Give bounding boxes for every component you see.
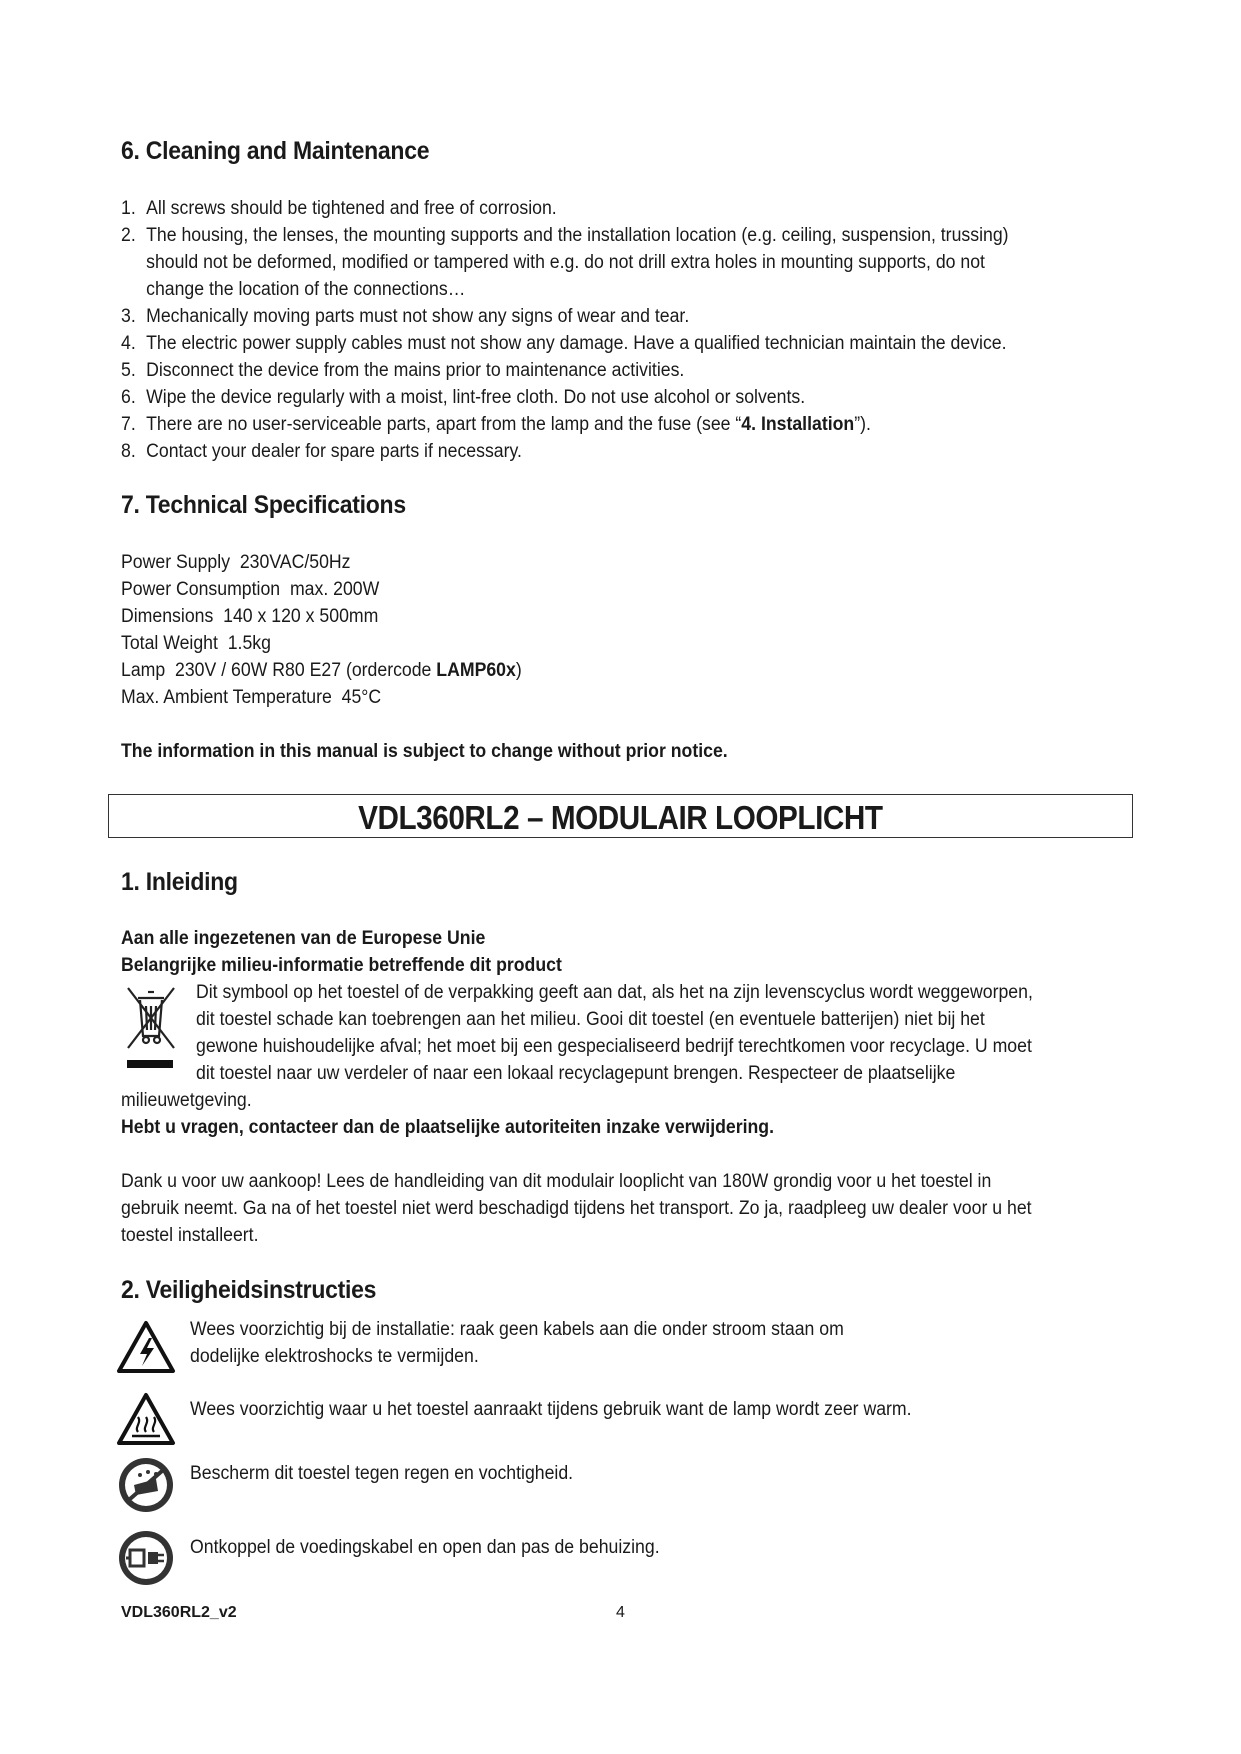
page-number: 4: [616, 1604, 625, 1621]
spec-row: Lamp 230V / 60W R80 E27 (ordercode LAMP60x): [121, 660, 522, 681]
list-item: 6. Wipe the device regularly with a moist, lint-free cloth. Do not use alcohol or solvents.: [121, 387, 806, 408]
lamp-ordercode: LAMP60x: [436, 660, 516, 681]
footer-doc-code: VDL360RL2_v2: [121, 1604, 237, 1621]
spec-row: Power Supply 230VAC/50Hz: [121, 552, 351, 573]
safety-text-3: Bescherm dit toestel tegen regen en vochtigheid.: [190, 1463, 574, 1484]
weee-bin-icon: [124, 984, 178, 1076]
safety-text-4: Ontkoppel de voedingskabel en open dan pas de behuizing.: [190, 1537, 660, 1558]
list-item: 7. There are no user-serviceable parts, apart from the lamp and the fuse (see “4. Installation”).: [121, 414, 871, 435]
change-notice: The information in this manual is subject to change without prior notice.: [121, 741, 728, 762]
installation-reference: 4. Installation: [741, 414, 855, 435]
list-item: 8. Contact your dealer for spare parts if necessary.: [121, 441, 522, 462]
spec-row: Dimensions 140 x 120 x 500mm: [121, 606, 379, 627]
safety-text-1: Wees voorzichtig bij de installatie: raak geen kabels aan die onder stroom staan om dodelijke elektroshocks te vermijden.: [190, 1319, 844, 1367]
eu-heading: Aan alle ingezetenen van de Europese Unie: [121, 928, 486, 949]
list-item: 5. Disconnect the device from the mains prior to maintenance activities.: [121, 360, 685, 381]
electric-shock-warning-icon: [116, 1320, 176, 1374]
thanks-paragraph: Dank u voor uw aankoop! Lees de handleiding van dit modulair looplicht van 180W grondig voor u het toestel in gebruik neemt. Ga na of het toestel niet werd beschadigd tijdens het transport. Zo ja, raadpleeg uw dealer voor u het toestel installeert.: [121, 1171, 1032, 1246]
safety-heading: 2. Veiligheidsinstructies: [121, 1276, 377, 1304]
weee-text: Dit symbool op het toestel of de verpakking geeft aan dat, als het na zijn levenscyclus wordt weggeworpen, dit toestel schade kan toebrengen aan het milieu. Gooi dit toestel (en eventuele batterijen) niet bij het gewone huishoudelijke afval; het moet bij een gespecialiseerd bedrijf terechtkomen voor recyclage. U moet dit toestel naar uw verdeler of naar een lokaal recyclagepunt brengen. Respecteer de plaatselijke: [196, 982, 1033, 1084]
hot-surface-warning-icon: [116, 1392, 176, 1446]
list-item: 1. All screws should be tightened and free of corrosion.: [121, 198, 557, 219]
list-item: 3. Mechanically moving parts must not show any signs of wear and tear.: [121, 306, 690, 327]
section-banner: [108, 794, 1133, 838]
cleaning-list: [121, 195, 1009, 465]
spec-row: Max. Ambient Temperature 45°C: [121, 687, 382, 708]
env-heading: Belangrijke milieu-informatie betreffende dit product: [121, 955, 562, 976]
cleaning-heading: 6. Cleaning and Maintenance: [121, 137, 430, 165]
specs-heading: 7. Technical Specifications: [121, 491, 406, 519]
questions-text: Hebt u vragen, contacteer dan de plaatselijke autoriteiten inzake verwijdering.: [121, 1117, 775, 1138]
specs-table: [121, 549, 522, 711]
safety-text-2: Wees voorzichtig waar u het toestel aanraakt tijdens gebruik want de lamp wordt zeer warm.: [190, 1399, 912, 1420]
list-item: 2. The housing, the lenses, the mounting supports and the installation location (e.g. ceiling, suspension, trussing) should not be deformed, modified or tampered with e.g. do not drill extra holes in mounting supports, do not change the location of the connections…: [121, 225, 1009, 300]
spec-row: Total Weight 1.5kg: [121, 633, 271, 654]
unplug-before-opening-icon: [116, 1528, 176, 1588]
spec-row: Power Consumption max. 200W: [121, 579, 380, 600]
weee-text-last: milieuwetgeving.: [121, 1090, 252, 1111]
banner-title: VDL360RL2 – MODULAIR LOOPLICHT: [358, 799, 883, 836]
protect-from-rain-icon: [116, 1455, 176, 1515]
intro-heading: 1. Inleiding: [121, 868, 238, 896]
list-item: 4. The electric power supply cables must not show any damage. Have a qualified technician maintain the device.: [121, 333, 1007, 354]
